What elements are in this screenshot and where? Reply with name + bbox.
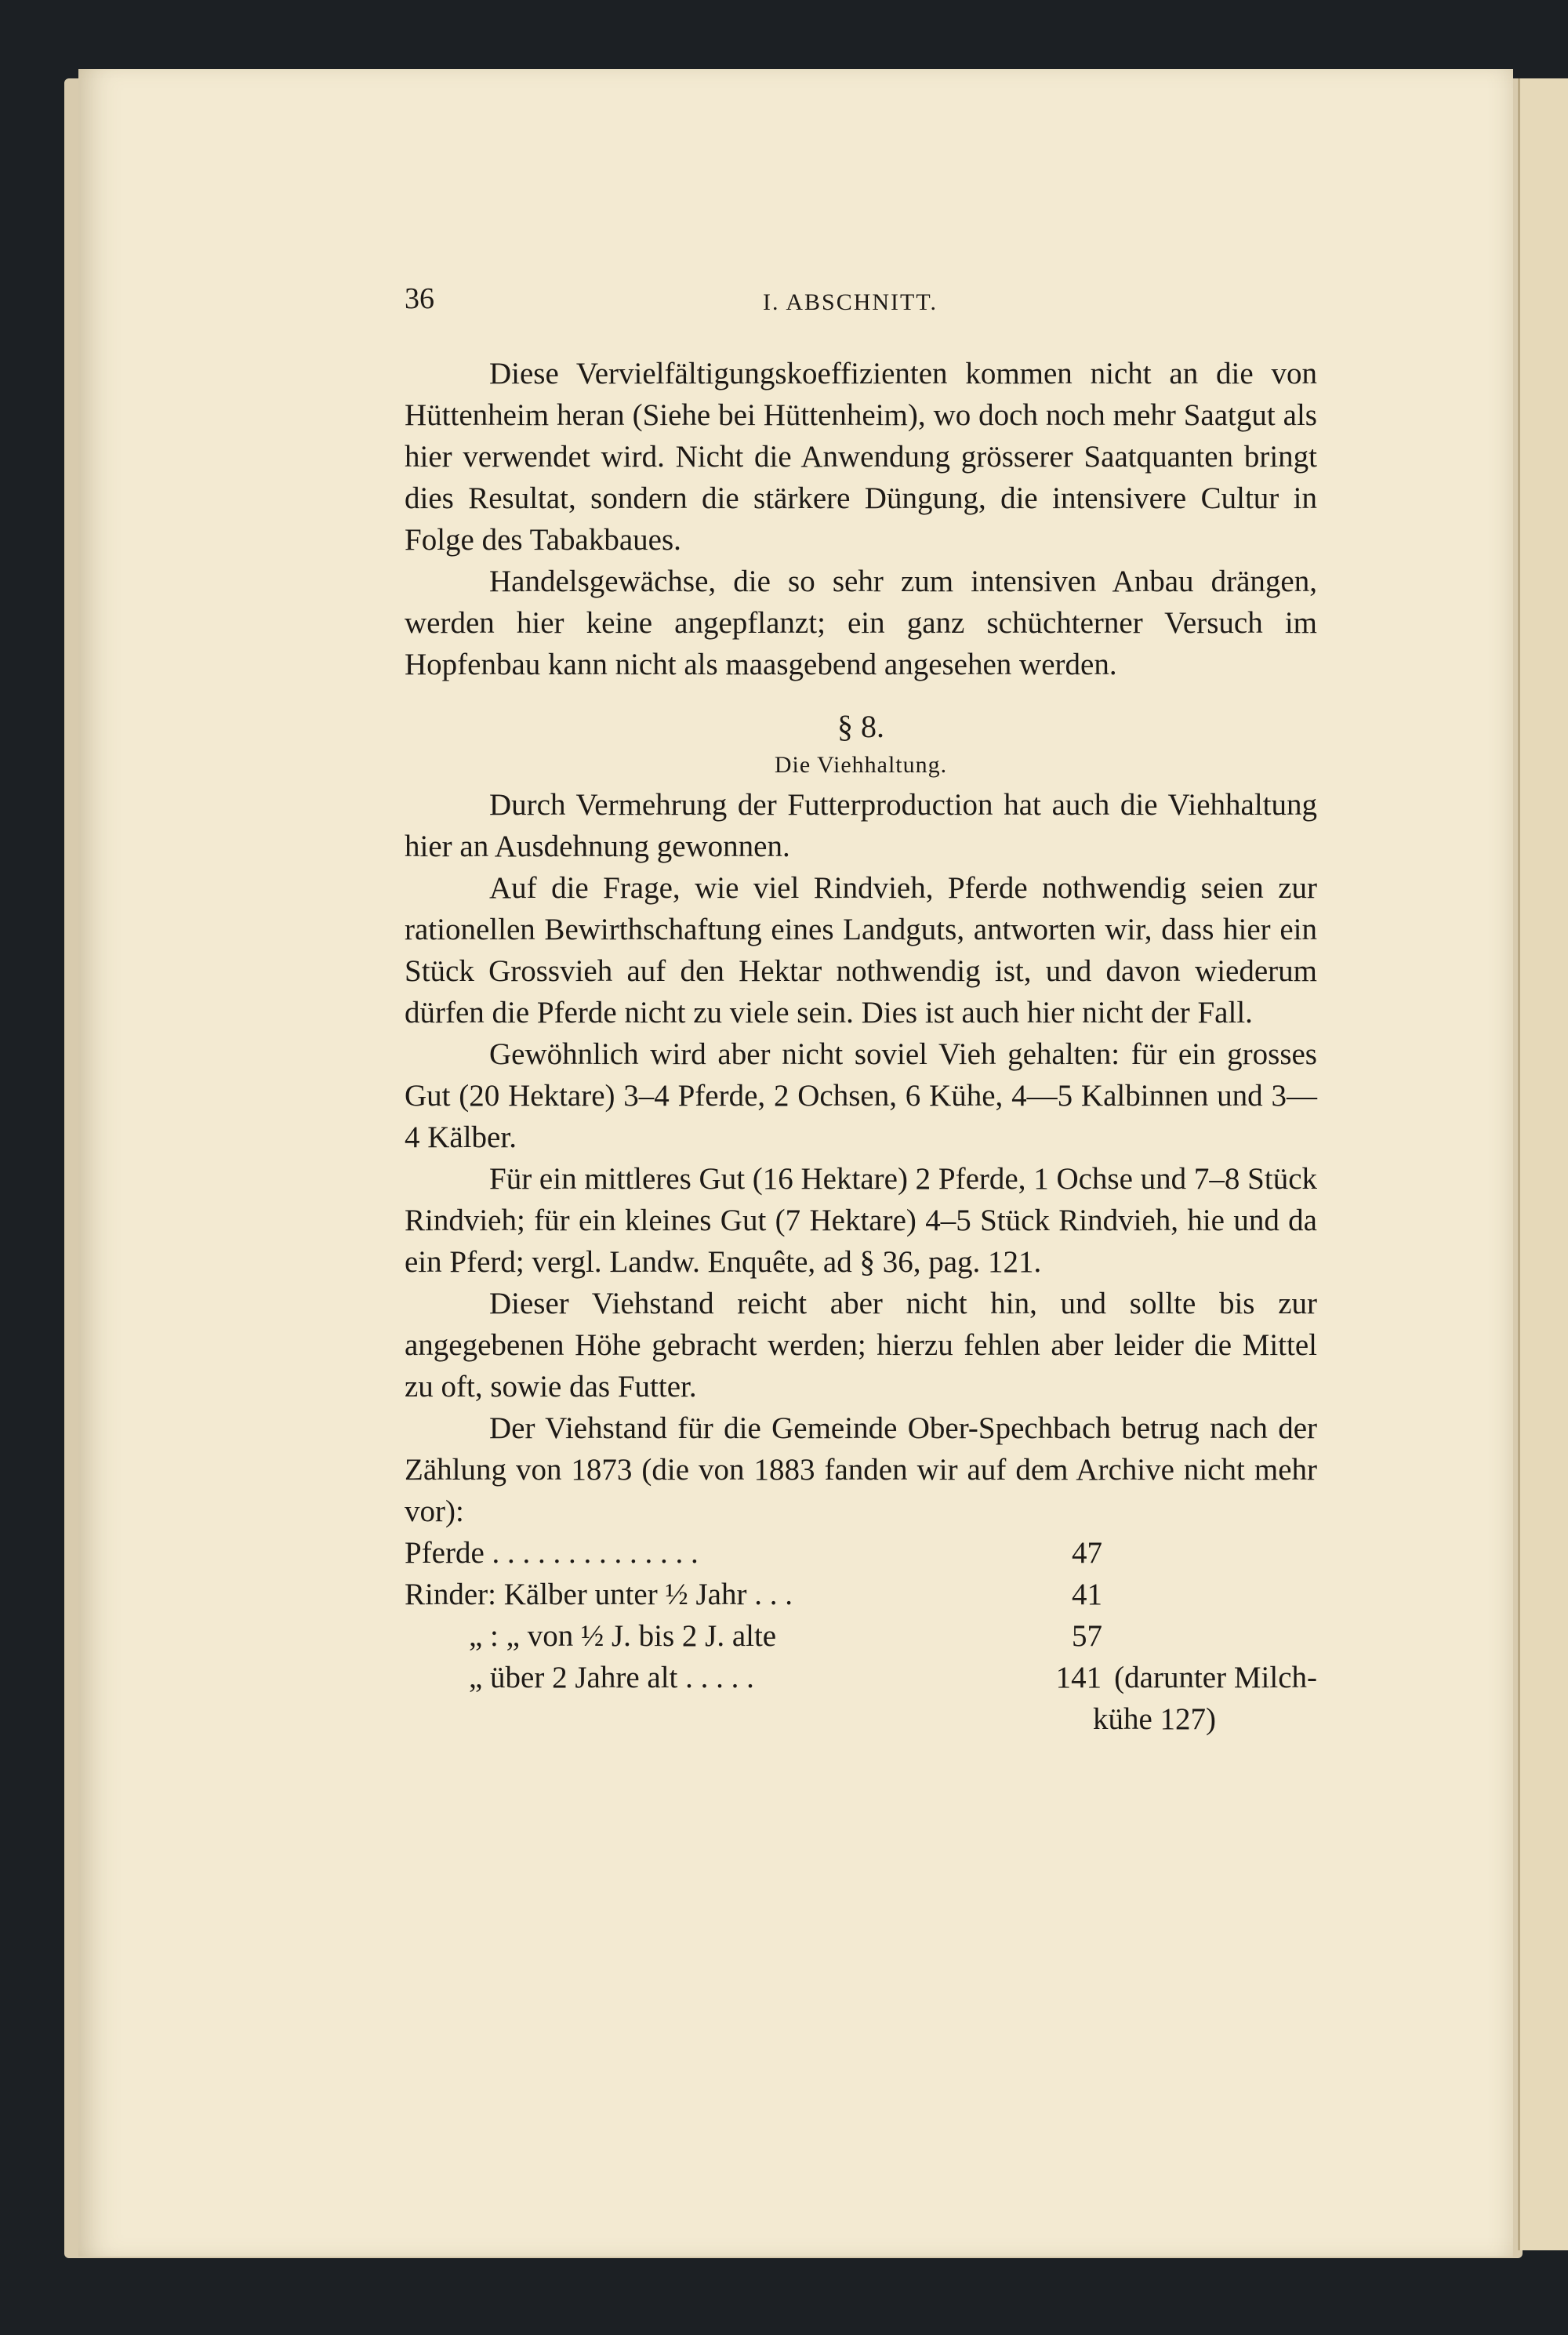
row-label: Rinder: Kälber unter ½ Jahr . . . [405,1578,793,1611]
facing-page-edge [1518,78,1568,2250]
page-text [405,278,1317,1740]
row-value: 141 [1055,1661,1102,1694]
table-row [405,1532,1317,1574]
paragraph: Durch Vermehrung der Futterproduction hat auch die Viehhaltung hier an Ausdehnung gewonnen. [405,788,1317,863]
row-note-cont: kühe 127) [1093,1702,1217,1736]
table-row [405,1657,1317,1698]
paragraph: Für ein mittleres Gut (16 Hektare) 2 Pferde, 1 Ochse und 7–8 Stück Rindvieh; für ein kleines Gut (7 Hektare) 4–5 Stück Rindvieh, hie und da ein Pferd; vergl. Landw. Enquête, ad § 36, pag. 121. [405,1162,1318,1279]
paragraph: Dieser Viehstand reicht aber nicht hin, und sollte bis zur angegebenen Höhe gebracht werden; hierzu fehlen aber leider die Mittel zu oft, sowie das Futter. [405,1287,1317,1404]
paragraph: Handelsgewächse, die so sehr zum intensiven Anbau drängen, werden hier keine angepflanzt; ein ganz schüchterner Versuch im Hopfenbau kann nicht als maasgebend angesehen werden. [405,565,1317,681]
row-label: „ : „ von ½ J. bis 2 J. alte [469,1619,777,1653]
paragraph: Auf die Frage, wie viel Rindvieh, Pferde nothwendig seien zur rationellen Bewirthschaftung eines Landguts, antworten wir, dass hier ein Stück Grossvieh auf den Hektar nothwendig ist, und davon wiederum dürfen die Pferde nicht zu viele sein. Dies ist auch hier nicht der Fall. [405,871,1317,1030]
paragraph: Der Viehstand für die Gemeinde Ober-Spechbach betrug nach der Zählung von 1873 (die von 1883 fanden wir auf dem Archive nicht mehr vor): [405,1411,1317,1528]
row-value: 57 [1072,1619,1102,1653]
livestock-table [405,1532,1317,1740]
section-number: § 8. [837,709,884,744]
paragraph: Diese Vervielfältigungskoeffizienten kommen nicht an die von Hüttenheim heran (Siehe bei Hüttenheim), wo doch noch mehr Saatgut als hier verwendet wird. Nicht die Anwendung grösserer Saatquanten bringt dies Resultat, sondern die stärkere Düngung, die intensivere Cultur in Folge des Tabakbaues. [405,357,1317,557]
row-value: 47 [1072,1536,1102,1570]
table-row [405,1574,1317,1615]
row-label: „ über 2 Jahre alt . . . . . [469,1661,754,1694]
paragraph: Gewöhnlich wird aber nicht soviel Vieh gehalten: für ein grosses Gut (20 Hektare) 3–4 Pferde, 2 Ochsen, 6 Kühe, 4—5 Kalbinnen und 3—4 Kälber. [405,1037,1317,1154]
page-number: 36 [405,282,434,315]
table-note-continuation [405,1698,1317,1740]
row-note: (darunter Milch- [1114,1661,1317,1694]
section-title: Die Viehhaltung. [774,752,948,778]
running-head: I. ABSCHNITT. [763,289,938,315]
row-label: Pferde . . . . . . . . . . . . . . [405,1536,699,1570]
page-header [405,278,1317,325]
table-row [405,1615,1317,1657]
row-value: 41 [1072,1578,1102,1611]
